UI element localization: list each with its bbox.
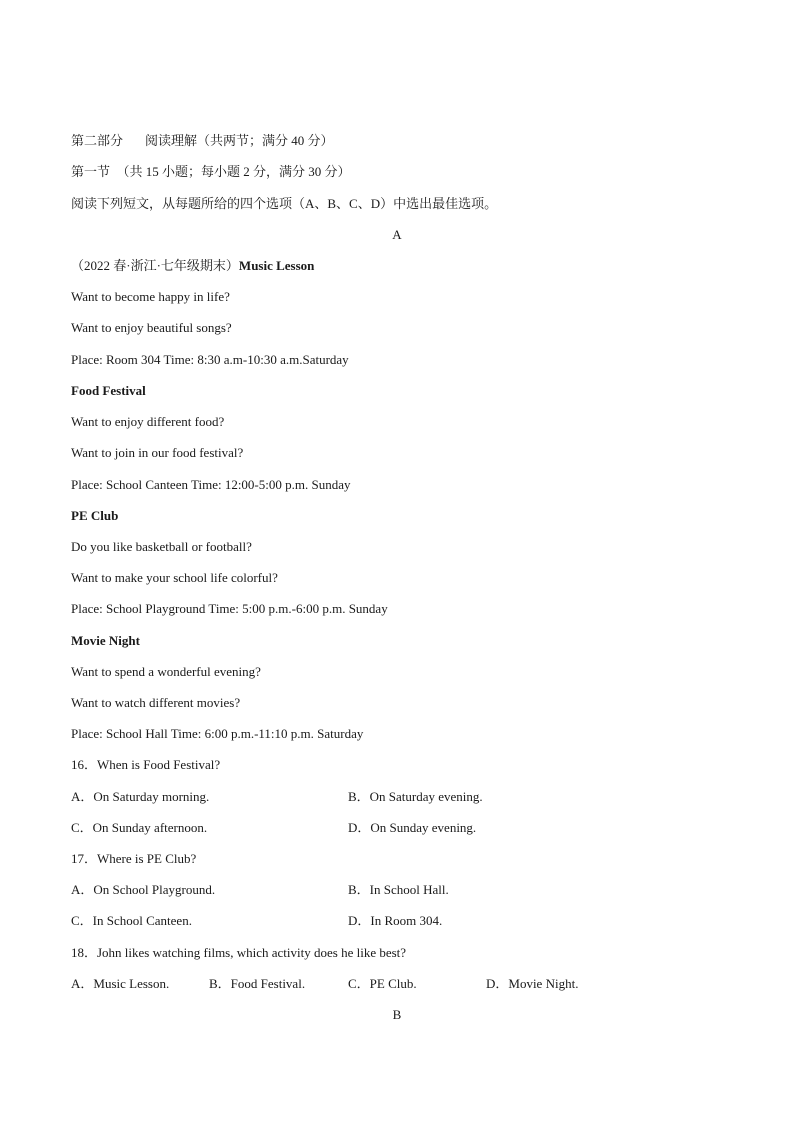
passage-line: Do you like basketball or football? <box>71 539 252 554</box>
passage-line: Want to watch different movies? <box>71 695 241 710</box>
question-stem: 16．When is Food Festival? <box>71 757 221 772</box>
answer-option[interactable]: B．In School Hall. <box>348 882 449 897</box>
passage-line: Want to join in our food festival? <box>71 445 244 460</box>
passage-line: Want to become happy in life? <box>71 289 230 304</box>
passage-line: Want to enjoy different food? <box>71 414 225 429</box>
pe-title: PE Club <box>71 508 119 523</box>
food-title: Food Festival <box>71 383 146 398</box>
passage-label-b: B <box>392 1007 402 1022</box>
passage-line: Place: Room 304 Time: 8:30 a.m-10:30 a.m.Saturday <box>71 352 349 367</box>
answer-option[interactable]: C．PE Club. <box>348 976 417 991</box>
answer-option[interactable]: B．Food Festival. <box>209 976 306 991</box>
passage-line: Place: School Playground Time: 5:00 p.m.-6:00 p.m. Sunday <box>71 601 388 616</box>
passage-source-line <box>71 257 314 275</box>
question-stem: 18．John likes watching films, which activity does he like best? <box>71 945 407 960</box>
answer-option[interactable]: D．Movie Night. <box>486 976 579 991</box>
answer-option[interactable]: C．In School Canteen. <box>71 913 192 928</box>
music-title: Music Lesson <box>238 258 315 273</box>
passage-source: （2022 春·浙江·七年级期末） <box>71 258 239 273</box>
part-label: 第二部分 <box>71 133 124 148</box>
passage-line: Want to enjoy beautiful songs? <box>71 320 232 335</box>
answer-option[interactable]: A．On Saturday morning. <box>71 789 210 804</box>
section-heading <box>71 132 334 150</box>
answer-option[interactable]: A．Music Lesson. <box>71 976 170 991</box>
answer-option[interactable]: B．On Saturday evening. <box>348 789 483 804</box>
passage-line: Place: School Hall Time: 6:00 p.m.-11:10 p.m. Saturday <box>71 726 364 741</box>
instruction-text: 阅读下列短文，从每题所给的四个选项（A、B、C、D）中选出最佳选项。 <box>71 196 498 211</box>
passage-line: Place: School Canteen Time: 12:00-5:00 p.m. Sunday <box>71 477 351 492</box>
passage-line: Want to spend a wonderful evening? <box>71 664 261 679</box>
answer-option[interactable]: D．In Room 304. <box>348 913 443 928</box>
answer-option[interactable]: A．On School Playground. <box>71 882 216 897</box>
movie-title: Movie Night <box>71 633 140 648</box>
passage-line: Want to make your school life colorful? <box>71 570 278 585</box>
answer-option[interactable]: C．On Sunday afternoon. <box>71 820 208 835</box>
passage-label-a: A <box>392 227 402 242</box>
answer-option[interactable]: D．On Sunday evening. <box>348 820 477 835</box>
question-stem: 17．Where is PE Club? <box>71 851 197 866</box>
part-title: 阅读理解（共两节；满分 40 分） <box>145 133 334 148</box>
subsection-heading: 第一节 （共 15 小题；每小题 2 分，满分 30 分） <box>71 164 351 179</box>
